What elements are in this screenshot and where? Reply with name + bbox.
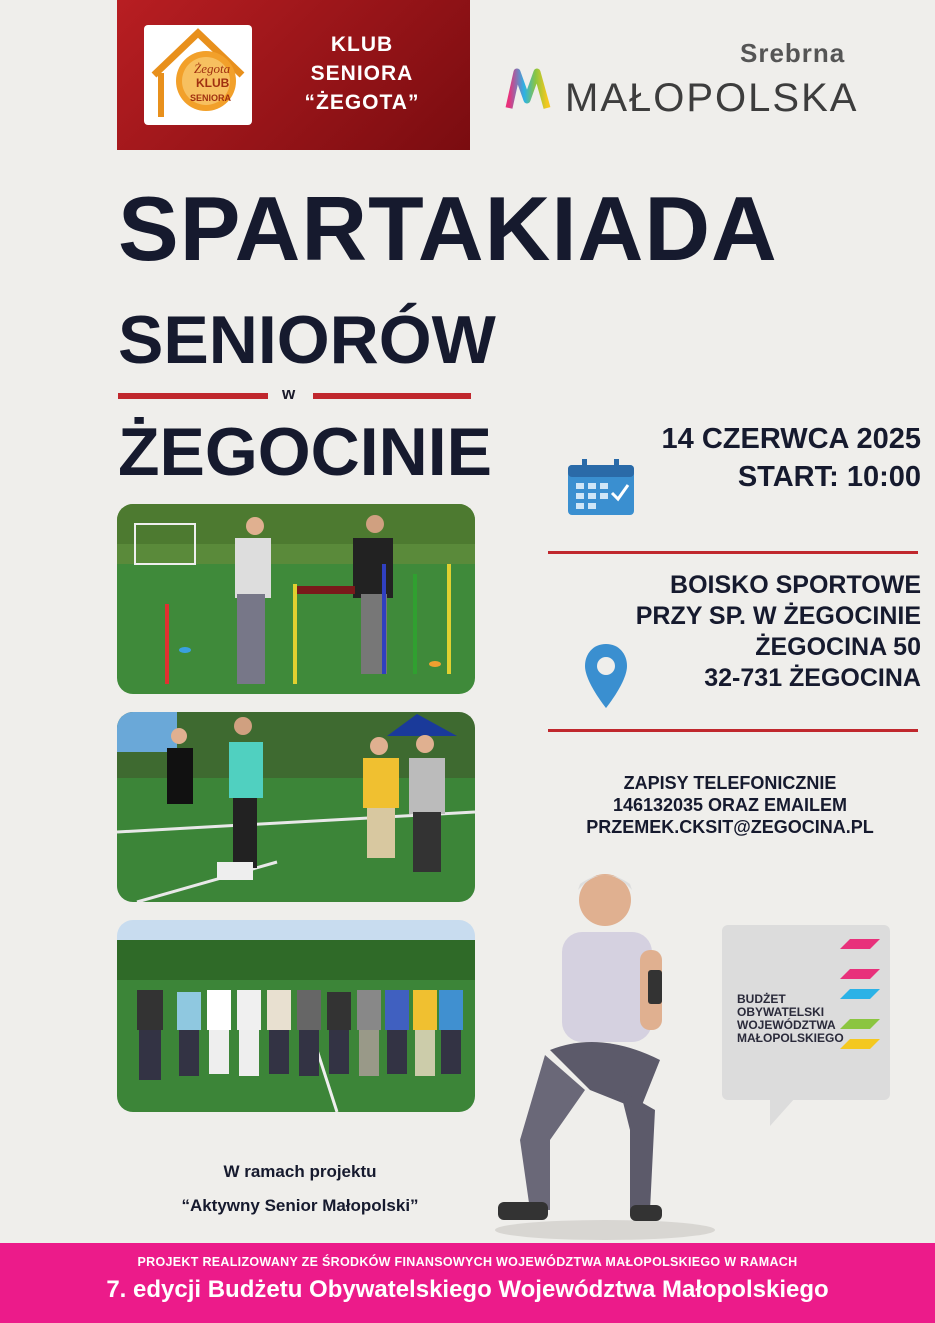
location-pin-icon (583, 642, 629, 710)
club-line-3: “ŻEGOTA” (304, 91, 420, 114)
calendar-icon (564, 457, 642, 519)
club-header (117, 0, 470, 150)
budget-line-2: OBYWATELSKI (737, 1005, 825, 1019)
event-place-block (636, 570, 921, 694)
srebrna-label: Srebrna (740, 38, 846, 68)
club-line-2: SENIORA (310, 62, 414, 85)
title-w: w (282, 384, 296, 403)
footer-line-2: 7. edycji Budżetu Obywatelskiego Województwa Małopolskiego (106, 1276, 829, 1303)
divider-right (313, 393, 471, 399)
footer-banner (0, 1243, 935, 1323)
club-logo (144, 25, 252, 125)
budget-logo (722, 925, 890, 1100)
project-line-1: W ramach projektu (223, 1162, 377, 1181)
budget-line-1: BUDŻET (737, 992, 786, 1006)
budget-line-4: MAŁOPOLSKIEGO (737, 1031, 844, 1045)
logo-text-1: Żegota (194, 61, 231, 76)
contact-line-1: ZAPISY TELEFONICZNIE (623, 773, 837, 793)
event-start: START: 10:00 (737, 461, 921, 493)
logo-text-2: KLUB (196, 76, 230, 90)
photo-3 (117, 920, 475, 1112)
budget-line-3: WOJEWÓDZTWA (737, 1018, 836, 1032)
event-date-block (662, 420, 922, 496)
place-line-1: BOISKO SPORTOWE (670, 571, 921, 599)
address-line-1: ŻEGOCINA 50 (755, 633, 921, 661)
address-line-2: 32-731 ŻEGOCINA (704, 664, 921, 692)
contact-email[interactable]: PRZEMEK.CKSIT@ZEGOCINA.PL (586, 817, 874, 837)
title-spartakiada: SPARTAKIADA (118, 179, 778, 280)
club-line-1: KLUB (330, 33, 394, 56)
divider-1 (548, 551, 918, 554)
title-zegocinie: ŻEGOCINIE (118, 414, 493, 490)
budget-bubble-tail (770, 1098, 795, 1126)
photo-1 (117, 504, 475, 694)
event-date: 14 CZERWCA 2025 (661, 423, 921, 455)
senior-woman-image (490, 860, 720, 1240)
budget-stripes-icon (840, 939, 880, 1059)
malopolska-logo-icon (505, 66, 551, 112)
contact-line-2: 146132035 ORAZ EMAILEM (612, 795, 848, 815)
budget-logo-text (737, 993, 844, 1045)
photo-2 (117, 712, 475, 902)
title-seniorow: SENIORÓW (118, 302, 496, 378)
project-block (140, 1155, 460, 1223)
divider-2 (548, 729, 918, 732)
place-line-2: PRZY SP. W ŻEGOCINIE (635, 602, 921, 630)
contact-block (542, 772, 918, 838)
divider-left (118, 393, 268, 399)
logo-text-3: SENIORA (190, 93, 232, 103)
malopolska-label: MAŁOPOLSKA (565, 76, 859, 120)
project-line-2: “Aktywny Senior Małopolski” (181, 1196, 419, 1215)
footer-line-1: PROJEKT REALIZOWANY ZE ŚRODKÓW FINANSOWYCH WOJEWÓDZTWA MAŁOPOLSKIEGO W RAMACH (137, 1255, 798, 1269)
club-name (267, 30, 457, 117)
